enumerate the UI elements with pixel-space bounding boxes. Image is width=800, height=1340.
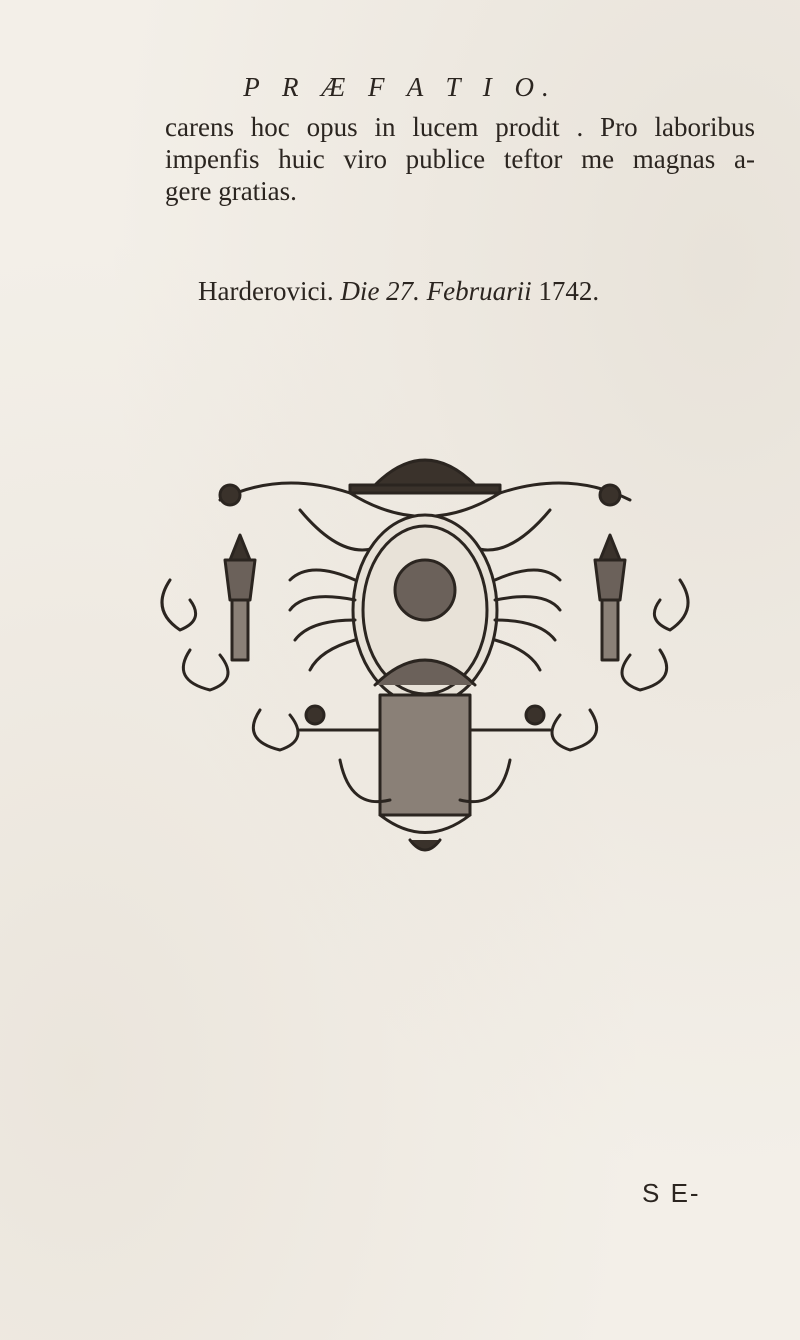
dateline-day: 27. <box>386 276 420 306</box>
running-title: P R Æ F A T I O. <box>243 72 557 102</box>
text-line: carens hoc opus in lucem prodit . Pro laboribus <box>165 112 755 142</box>
dateline <box>198 276 599 307</box>
catchword: S E- <box>642 1178 701 1208</box>
preface-text <box>165 111 755 207</box>
dateline-place: Harderovici. <box>198 276 334 306</box>
text-line: gere gratias. <box>165 176 297 206</box>
text-line: impenfis huic viro publice teftor me magnas a- <box>165 144 755 174</box>
dateline-year: 1742. <box>538 276 600 306</box>
dateline-month: Februarii <box>426 276 532 306</box>
ornament-icon <box>150 430 700 880</box>
dateline-prefix: Die <box>340 276 380 306</box>
